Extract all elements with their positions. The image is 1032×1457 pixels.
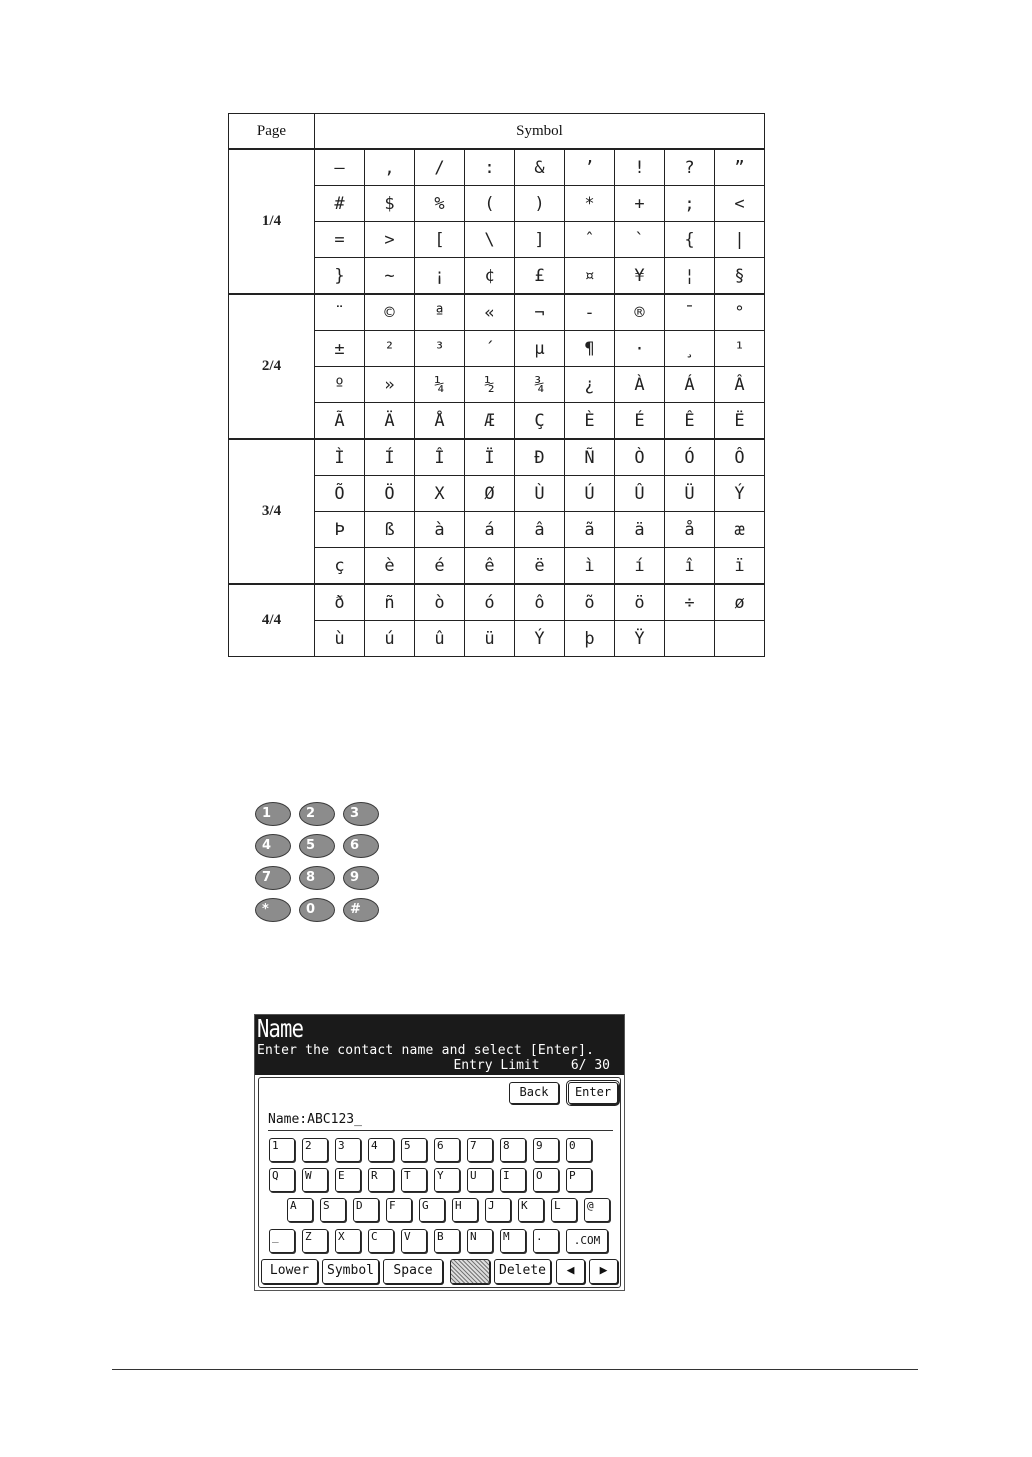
symbol-cell: É bbox=[615, 403, 665, 440]
symbol-cell: Ý bbox=[515, 621, 565, 657]
symbol-cell: } bbox=[315, 258, 365, 295]
keyboard-key[interactable]: 5 bbox=[401, 1138, 427, 1162]
symbol-cell: Í bbox=[365, 439, 415, 476]
footer-rule bbox=[112, 1369, 918, 1370]
symbol-cell: Ø bbox=[465, 476, 515, 512]
symbol-cell: Ë bbox=[715, 403, 765, 440]
symbol-cell: > bbox=[365, 222, 415, 258]
symbol-cell: / bbox=[415, 149, 465, 186]
symbol-cell: + bbox=[615, 186, 665, 222]
screen-title: Name bbox=[257, 1014, 304, 1043]
space-button[interactable]: Space bbox=[383, 1259, 443, 1284]
keyboard-key[interactable]: 2 bbox=[302, 1138, 328, 1162]
symbol-cell: ó bbox=[465, 584, 515, 621]
symbol-button[interactable]: Symbol bbox=[322, 1259, 379, 1284]
enter-button[interactable]: Enter bbox=[568, 1082, 618, 1104]
arrow-right-icon: ▶ bbox=[599, 1263, 608, 1278]
symbol-cell: Ô bbox=[715, 439, 765, 476]
symbol-cell: [ bbox=[415, 222, 465, 258]
disabled-key-button bbox=[450, 1259, 490, 1284]
keyboard-key[interactable]: 3 bbox=[335, 1138, 361, 1162]
keyboard-key[interactable]: L bbox=[551, 1198, 577, 1222]
symbol-cell: ° bbox=[715, 294, 765, 331]
symbol-cell: á bbox=[465, 512, 515, 548]
keyboard-key[interactable]: N bbox=[467, 1229, 493, 1253]
symbol-cell: Õ bbox=[315, 476, 365, 512]
symbol-cell: ] bbox=[515, 222, 565, 258]
symbol-cell: æ bbox=[715, 512, 765, 548]
keyboard-key[interactable]: 8 bbox=[500, 1138, 526, 1162]
symbol-cell: À bbox=[615, 367, 665, 403]
back-button[interactable]: Back bbox=[509, 1082, 559, 1104]
keyboard-panel bbox=[258, 1077, 621, 1288]
symbol-cell: Ú bbox=[565, 476, 615, 512]
symbol-cell: ü bbox=[465, 621, 515, 657]
symbol-cell: í bbox=[615, 548, 665, 585]
symbol-cell: § bbox=[715, 258, 765, 295]
symbol-table bbox=[228, 113, 765, 657]
symbol-cell: ’ bbox=[565, 149, 615, 186]
symbol-cell: , bbox=[365, 149, 415, 186]
symbol-cell: # bbox=[315, 186, 365, 222]
symbol-cell: ë bbox=[515, 548, 565, 585]
symbol-cell: Ý bbox=[715, 476, 765, 512]
symbol-cell: å bbox=[665, 512, 715, 548]
symbol-cell: < bbox=[715, 186, 765, 222]
symbol-cell: Ò bbox=[615, 439, 665, 476]
symbol-cell: % bbox=[415, 186, 465, 222]
keypad-key[interactable]: 6 bbox=[343, 834, 379, 858]
cursor-right-button[interactable] bbox=[589, 1259, 618, 1284]
keyboard-key[interactable]: X bbox=[335, 1229, 361, 1253]
symbol-cell: é bbox=[415, 548, 465, 585]
symbol-cell: ù bbox=[315, 621, 365, 657]
symbol-cell: Ü bbox=[665, 476, 715, 512]
symbol-cell: à bbox=[415, 512, 465, 548]
keyboard-key[interactable]: M bbox=[500, 1229, 526, 1253]
symbol-cell: ) bbox=[515, 186, 565, 222]
symbol-cell: ` bbox=[615, 222, 665, 258]
symbol-cell: ø bbox=[715, 584, 765, 621]
keypad-key[interactable]: 5 bbox=[299, 834, 335, 858]
symbol-cell: ¯ bbox=[665, 294, 715, 331]
symbol-cell: ¥ bbox=[615, 258, 665, 295]
symbol-cell: Ÿ bbox=[615, 621, 665, 657]
symbol-cell: ? bbox=[665, 149, 715, 186]
symbol-cell: = bbox=[315, 222, 365, 258]
keyboard-key[interactable]: H bbox=[452, 1198, 478, 1222]
symbol-cell: ¿ bbox=[565, 367, 615, 403]
keyboard-key[interactable]: B bbox=[434, 1229, 460, 1253]
page-label: 4/4 bbox=[229, 584, 315, 657]
keypad-key[interactable]: * bbox=[255, 898, 291, 922]
symbol-cell: ! bbox=[615, 149, 665, 186]
symbol-cell: : bbox=[465, 149, 515, 186]
keypad-key[interactable]: # bbox=[343, 898, 379, 922]
keyboard-key[interactable]: 1 bbox=[269, 1138, 295, 1162]
name-entry-screen bbox=[254, 1014, 625, 1291]
keyboard-key[interactable]: 0 bbox=[566, 1138, 592, 1162]
keypad-key[interactable]: 8 bbox=[299, 866, 335, 890]
symbol-cell: Ñ bbox=[565, 439, 615, 476]
symbol-cell: Ð bbox=[515, 439, 565, 476]
symbol-cell: ® bbox=[615, 294, 665, 331]
symbol-cell: X bbox=[415, 476, 465, 512]
symbol-cell: ² bbox=[365, 331, 415, 367]
symbol-cell: ¬ bbox=[515, 294, 565, 331]
keyboard-key[interactable]: Y bbox=[434, 1168, 460, 1192]
keyboard-key[interactable]: T bbox=[401, 1168, 427, 1192]
symbol-cell: ô bbox=[515, 584, 565, 621]
symbol-cell: $ bbox=[365, 186, 415, 222]
keyboard-key[interactable]: G bbox=[419, 1198, 445, 1222]
symbol-cell: Å bbox=[415, 403, 465, 440]
symbol-cell: ¡ bbox=[415, 258, 465, 295]
symbol-cell: ä bbox=[615, 512, 665, 548]
keyboard-key[interactable]: R bbox=[368, 1168, 394, 1192]
symbol-cell: Æ bbox=[465, 403, 515, 440]
screen-header bbox=[255, 1015, 624, 1075]
symbol-cell: û bbox=[415, 621, 465, 657]
page-column-header: Page bbox=[229, 114, 315, 150]
symbol-cell: { bbox=[665, 222, 715, 258]
keypad-key[interactable]: 1 bbox=[255, 802, 291, 826]
symbol-cell bbox=[665, 621, 715, 657]
keyboard-key[interactable]: 4 bbox=[368, 1138, 394, 1162]
keyboard-key[interactable]: D bbox=[353, 1198, 379, 1222]
symbol-cell: Ì bbox=[315, 439, 365, 476]
symbol-cell: ¦ bbox=[665, 258, 715, 295]
symbol-cell: Þ bbox=[315, 512, 365, 548]
keypad-key[interactable]: 2 bbox=[299, 802, 335, 826]
screen-instruction: Enter the contact name and select [Enter]. bbox=[257, 1043, 595, 1058]
symbol-cell: ( bbox=[465, 186, 515, 222]
symbol-cell: £ bbox=[515, 258, 565, 295]
arrow-left-icon: ◀ bbox=[566, 1263, 575, 1278]
keyboard-key[interactable]: .COM bbox=[566, 1229, 608, 1253]
symbol-cell: « bbox=[465, 294, 515, 331]
keyboard-key[interactable]: 7 bbox=[467, 1138, 493, 1162]
symbol-cell: Ã bbox=[315, 403, 365, 440]
keyboard-key[interactable]: @ bbox=[584, 1198, 610, 1222]
keyboard-key[interactable]: _ bbox=[269, 1229, 295, 1253]
symbol-cell: ³ bbox=[415, 331, 465, 367]
keyboard-key[interactable]: F bbox=[386, 1198, 412, 1222]
symbol-cell: © bbox=[365, 294, 415, 331]
symbol-cell: ÷ bbox=[665, 584, 715, 621]
symbol-cell: ˆ bbox=[565, 222, 615, 258]
symbol-cell: » bbox=[365, 367, 415, 403]
name-field-underline bbox=[268, 1130, 613, 1131]
symbol-cell bbox=[715, 621, 765, 657]
symbol-cell: ; bbox=[665, 186, 715, 222]
symbol-cell: º bbox=[315, 367, 365, 403]
symbol-cell: õ bbox=[565, 584, 615, 621]
symbol-cell: ú bbox=[365, 621, 415, 657]
keyboard-key[interactable]: Z bbox=[302, 1229, 328, 1253]
symbol-cell: È bbox=[565, 403, 615, 440]
symbol-cell: ¸ bbox=[665, 331, 715, 367]
symbol-cell: * bbox=[565, 186, 615, 222]
symbol-cell: Û bbox=[615, 476, 665, 512]
page-label: 3/4 bbox=[229, 439, 315, 584]
symbol-cell: Ä bbox=[365, 403, 415, 440]
symbol-cell: ñ bbox=[365, 584, 415, 621]
keyboard-key[interactable]: I bbox=[500, 1168, 526, 1192]
keyboard-key[interactable]: E bbox=[335, 1168, 361, 1192]
keypad-key[interactable]: 7 bbox=[255, 866, 291, 890]
symbol-cell: Ç bbox=[515, 403, 565, 440]
keyboard-key[interactable]: A bbox=[287, 1198, 313, 1222]
symbol-cell: ö bbox=[615, 584, 665, 621]
symbol-cell: ¼ bbox=[415, 367, 465, 403]
symbol-cell: ¨ bbox=[315, 294, 365, 331]
symbol-cell: þ bbox=[565, 621, 615, 657]
entry-limit-counter: Entry Limit 6/ 30 bbox=[453, 1058, 610, 1073]
symbol-cell: ½ bbox=[465, 367, 515, 403]
symbol-row bbox=[229, 439, 765, 476]
keypad-key[interactable]: 4 bbox=[255, 834, 291, 858]
symbol-cell: ´ bbox=[465, 331, 515, 367]
keyboard-key[interactable]: Q bbox=[269, 1168, 295, 1192]
symbol-cell: \ bbox=[465, 222, 515, 258]
keyboard-key[interactable]: O bbox=[533, 1168, 559, 1192]
symbol-cell: ¢ bbox=[465, 258, 515, 295]
symbol-cell: Ê bbox=[665, 403, 715, 440]
symbol-cell: · bbox=[615, 331, 665, 367]
keyboard-key[interactable]: 6 bbox=[434, 1138, 460, 1162]
symbol-cell: Ù bbox=[515, 476, 565, 512]
symbol-cell: ò bbox=[415, 584, 465, 621]
keyboard-key[interactable]: 9 bbox=[533, 1138, 559, 1162]
symbol-cell: ê bbox=[465, 548, 515, 585]
symbol-cell: Î bbox=[415, 439, 465, 476]
keypad-key[interactable]: 3 bbox=[343, 802, 379, 826]
page-label: 2/4 bbox=[229, 294, 315, 439]
symbol-cell: Á bbox=[665, 367, 715, 403]
symbol-cell: — bbox=[315, 149, 365, 186]
symbol-cell: ð bbox=[315, 584, 365, 621]
symbol-row bbox=[229, 584, 765, 621]
symbol-cell: Ó bbox=[665, 439, 715, 476]
symbol-cell: ï bbox=[715, 548, 765, 585]
keyboard-key[interactable]: U bbox=[467, 1168, 493, 1192]
lower-button[interactable]: Lower bbox=[261, 1259, 318, 1284]
keypad-key[interactable]: 9 bbox=[343, 866, 379, 890]
symbol-table-header-row bbox=[229, 114, 765, 150]
symbol-cell: & bbox=[515, 149, 565, 186]
symbol-cell: ± bbox=[315, 331, 365, 367]
delete-button[interactable]: Delete bbox=[494, 1259, 551, 1284]
symbol-cell: Ï bbox=[465, 439, 515, 476]
keyboard-key[interactable]: V bbox=[401, 1229, 427, 1253]
keyboard-key[interactable]: C bbox=[368, 1229, 394, 1253]
symbol-cell: ¹ bbox=[715, 331, 765, 367]
symbol-cell: - bbox=[565, 294, 615, 331]
symbol-cell: î bbox=[665, 548, 715, 585]
symbol-cell: ã bbox=[565, 512, 615, 548]
name-input-field[interactable]: Name:ABC123_ bbox=[268, 1112, 362, 1127]
page-label: 1/4 bbox=[229, 149, 315, 294]
symbol-table-body bbox=[229, 149, 765, 657]
keyboard-key[interactable]: J bbox=[485, 1198, 511, 1222]
cursor-left-button[interactable] bbox=[556, 1259, 585, 1284]
keyboard-key[interactable]: K bbox=[518, 1198, 544, 1222]
symbol-cell: ì bbox=[565, 548, 615, 585]
symbol-cell: Â bbox=[715, 367, 765, 403]
symbol-cell: | bbox=[715, 222, 765, 258]
symbol-cell: ~ bbox=[365, 258, 415, 295]
keyboard-key[interactable]: P bbox=[566, 1168, 592, 1192]
keyboard-key[interactable]: W bbox=[302, 1168, 328, 1192]
symbol-row bbox=[229, 294, 765, 331]
symbol-cell: â bbox=[515, 512, 565, 548]
symbol-row bbox=[229, 149, 765, 186]
keypad-key[interactable]: 0 bbox=[299, 898, 335, 922]
symbol-cell: Ö bbox=[365, 476, 415, 512]
symbol-cell: ¾ bbox=[515, 367, 565, 403]
symbol-cell: ç bbox=[315, 548, 365, 585]
symbol-cell: ª bbox=[415, 294, 465, 331]
symbol-cell: µ bbox=[515, 331, 565, 367]
keyboard-key[interactable]: S bbox=[320, 1198, 346, 1222]
symbol-cell: ß bbox=[365, 512, 415, 548]
symbol-cell: ¤ bbox=[565, 258, 615, 295]
symbol-cell: ” bbox=[715, 149, 765, 186]
symbol-cell: è bbox=[365, 548, 415, 585]
symbol-cell: ¶ bbox=[565, 331, 615, 367]
symbol-column-header: Symbol bbox=[315, 114, 765, 150]
keyboard-key[interactable]: . bbox=[533, 1229, 559, 1253]
